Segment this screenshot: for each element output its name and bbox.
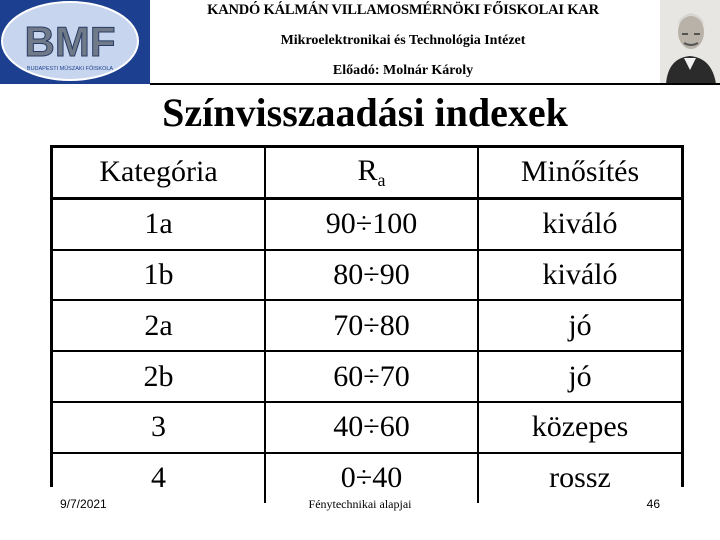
header-category: Kategória [53, 147, 265, 199]
header-ra-sub: a [377, 169, 386, 190]
logo-text: BMF [24, 18, 116, 65]
portrait-image [660, 0, 720, 84]
table-header-row [53, 147, 681, 199]
rating-cell: jó [478, 351, 681, 402]
logo-caption: BUDAPESTI MŰSZAKI FŐISKOLA [26, 66, 114, 72]
rating-cell: kiváló [478, 198, 681, 249]
table-row [53, 351, 681, 402]
category-cell: 1a [53, 198, 265, 249]
ra-cell: 0÷40 [265, 453, 478, 503]
header-ra-main: R [357, 153, 378, 187]
table-row [53, 300, 681, 351]
institute-name: Mikroelektronikai és Technológia Intézet [280, 33, 526, 48]
category-cell: 2a [53, 300, 265, 351]
category-cell: 3 [53, 402, 265, 453]
category-cell: 1b [53, 250, 265, 301]
category-cell: 2b [53, 351, 265, 402]
table-row [53, 402, 681, 453]
rating-cell: jó [478, 300, 681, 351]
table-row [53, 198, 681, 249]
footer-course: Fénytechnikai alapjai [308, 497, 412, 511]
rating-cell: kiváló [478, 250, 681, 301]
ra-cell: 80÷90 [265, 250, 478, 301]
institution-name: KANDÓ KÁLMÁN VILLAMOSMÉRNÖKI FŐISKOLAI KAR [207, 2, 599, 18]
rating-cell: rossz [478, 453, 681, 503]
ra-cell: 70÷80 [265, 300, 478, 351]
table-row [53, 453, 681, 503]
lecturer-name: Előadó: Molnár Károly [332, 63, 474, 78]
footer-date: 9/7/2021 [60, 497, 107, 511]
rating-cell: közepes [478, 402, 681, 453]
cri-table [50, 145, 684, 495]
ra-cell: 40÷60 [265, 402, 478, 453]
category-cell: 4 [151, 461, 166, 495]
header-rating: Minősítés [478, 147, 681, 199]
slide-title: Színvisszaadási indexek [162, 90, 568, 135]
table-row [53, 250, 681, 301]
ra-cell: 60÷70 [265, 351, 478, 402]
ra-cell: 90÷100 [265, 198, 478, 249]
page-number: 46 [646, 497, 660, 511]
bmf-logo [0, 0, 150, 84]
header-rule [150, 83, 720, 85]
header-ra [265, 147, 478, 199]
